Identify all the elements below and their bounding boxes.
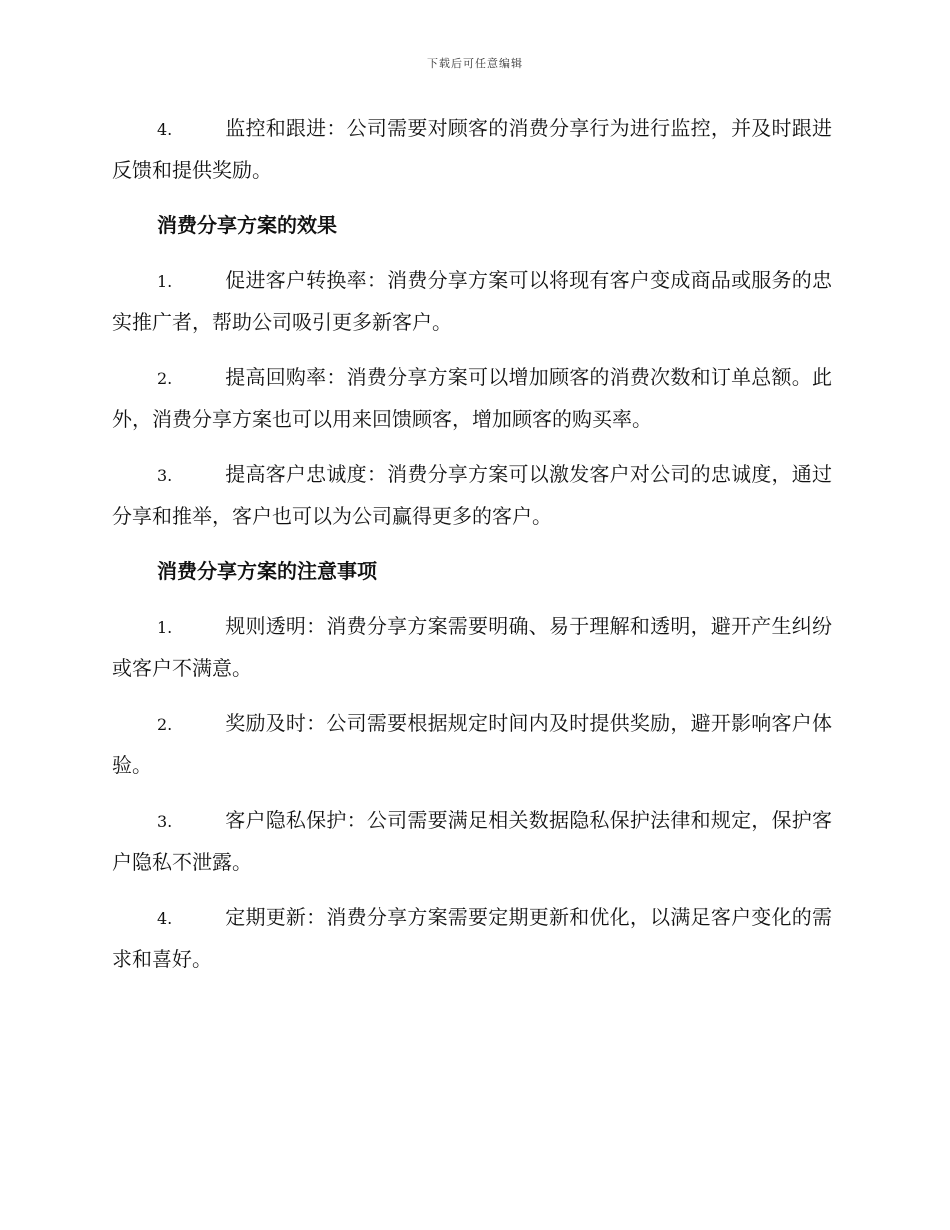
- list-item: [112, 606, 832, 689]
- header-note: 下载后可任意编辑: [427, 57, 523, 70]
- list-item-text: 定期更新：消费分享方案需要定期更新和优化，以满足客户变化的需求和喜好。: [112, 905, 832, 971]
- list-item-text: 促进客户转换率：消费分享方案可以将现有客户变成商品或服务的忠实推广者，帮助公司吸引更多新客户。: [112, 268, 832, 334]
- list-item-number: 3.: [157, 466, 173, 485]
- section-heading-effects: 消费分享方案的效果: [157, 213, 337, 237]
- list-item-number: 4.: [157, 120, 173, 139]
- list-item: [112, 357, 832, 440]
- list-item-text: 奖励及时：公司需要根据规定时间内及时提供奖励，避开影响客户体验。: [112, 711, 832, 777]
- section-heading-notes: 消费分享方案的注意事项: [157, 559, 377, 583]
- list-item-text: 监控和跟进：公司需要对顾客的消费分享行为进行监控，并及时跟进反馈和提供奖励。: [112, 116, 832, 182]
- list-item-number: 2.: [157, 369, 173, 388]
- list-item: [112, 108, 832, 191]
- list-item-number: 3.: [157, 812, 173, 831]
- list-item: [112, 897, 832, 980]
- list-item: [112, 454, 832, 537]
- list-item-number: 2.: [157, 715, 173, 734]
- list-item-number: 1.: [157, 618, 173, 637]
- list-item-number: 4.: [157, 909, 173, 928]
- list-item: [112, 800, 832, 883]
- list-item: [112, 260, 832, 343]
- list-item-text: 客户隐私保护：公司需要满足相关数据隐私保护法律和规定，保护客户隐私不泄露。: [112, 808, 832, 874]
- list-item-text: 规则透明：消费分享方案需要明确、易于理解和透明，避开产生纠纷或客户不满意。: [112, 614, 832, 680]
- list-item-text: 提高客户忠诚度：消费分享方案可以激发客户对公司的忠诚度，通过分享和推举，客户也可以为公司赢得更多的客户。: [112, 462, 832, 528]
- list-item-text: 提高回购率：消费分享方案可以增加顾客的消费次数和订单总额。此外，消费分享方案也可以用来回馈顾客，增加顾客的购买率。: [112, 365, 832, 431]
- list-item: [112, 703, 832, 786]
- list-item-number: 1.: [157, 272, 173, 291]
- document-body: [112, 108, 832, 994]
